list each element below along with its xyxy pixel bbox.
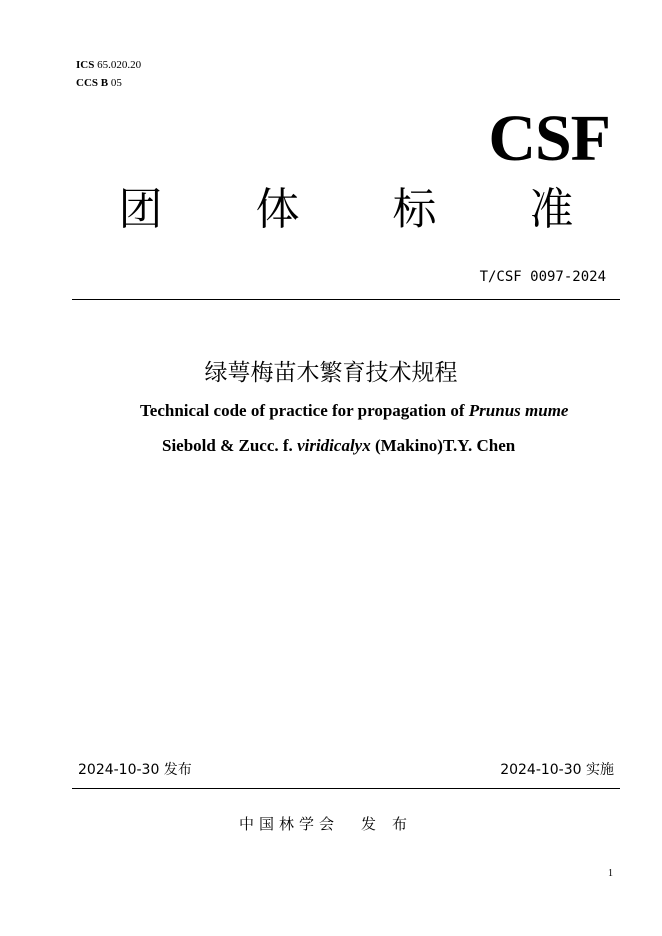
chinese-title: 绿萼梅苗木繁育技术规程 bbox=[204, 360, 458, 386]
english-title-text: (Makino)T.Y. Chen bbox=[370, 436, 516, 455]
ics-label: ICS bbox=[76, 59, 95, 71]
english-title-text: Technical code of practice for propagation of bbox=[140, 401, 469, 420]
english-title-species: Prunus mume bbox=[468, 401, 569, 420]
ccs-label: CCS B bbox=[76, 77, 109, 89]
standard-type-char: 体 bbox=[255, 184, 300, 235]
ccs-value: 05 bbox=[110, 77, 122, 89]
standard-type-heading bbox=[72, 182, 620, 238]
csf-logo: CSF bbox=[488, 102, 610, 175]
standard-type-char: 标 bbox=[392, 184, 437, 235]
english-title-text: Siebold & Zucc. f. bbox=[162, 436, 298, 455]
publish-date: 2024-10-30 发布 bbox=[78, 762, 192, 778]
issuer-line bbox=[0, 814, 662, 834]
english-title-line1 bbox=[140, 400, 568, 422]
standard-type-char: 准 bbox=[529, 184, 574, 235]
english-title-line2 bbox=[162, 435, 515, 457]
ics-value: 65.020.20 bbox=[97, 59, 142, 71]
standard-code: T/CSF 0097-2024 bbox=[479, 269, 606, 285]
bottom-divider bbox=[72, 788, 620, 789]
top-divider bbox=[72, 299, 620, 300]
page-number: 1 bbox=[608, 868, 613, 879]
issuer-action: 发布 bbox=[361, 815, 424, 833]
ccs-classification bbox=[76, 76, 122, 90]
implement-date: 2024-10-30 实施 bbox=[500, 762, 614, 778]
standard-type-char: 团 bbox=[118, 184, 163, 235]
ics-classification bbox=[76, 58, 141, 72]
issuer-organization: 中国林学会 bbox=[238, 815, 339, 833]
english-title-form: viridicalyx bbox=[297, 436, 371, 455]
